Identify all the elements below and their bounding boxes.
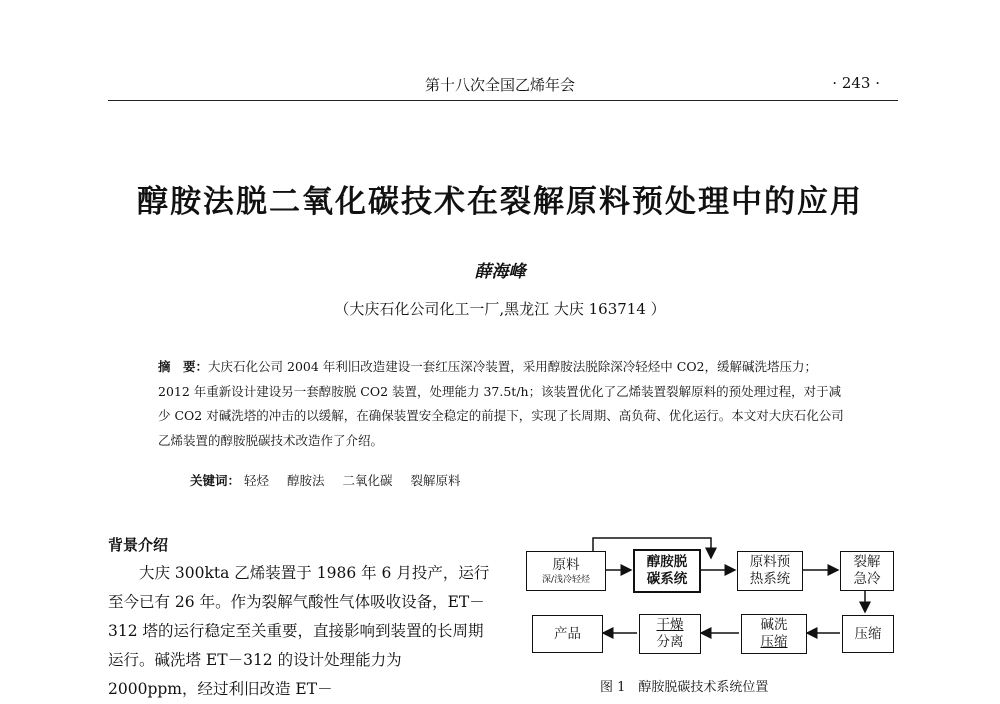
box-amine-decarbonization — [633, 549, 701, 593]
box-caustic-label-2: 压缩 — [760, 634, 788, 650]
author-affiliation: （大庆石化公司化工一厂,黑龙江 大庆 163714 ） — [334, 300, 666, 318]
box-dry-label-2: 分离 — [656, 634, 684, 650]
box-product-label: 产品 — [554, 625, 581, 642]
box-dry-label-1: 干燥 — [656, 617, 684, 633]
figure-caption: 图 1 醇胺脱碳技术系统位置 — [600, 680, 769, 695]
abstract-label: 摘 要： — [158, 359, 209, 374]
box-product — [532, 615, 603, 653]
abstract-text: 大庆石化公司 2004 年利旧改造建设一套红压深冷装置，采用醇胺法脱除深冷轻烃中 CO2，缓解碱洗塔压力；2012 年重新设计建设另一套醇胺脱 CO2 装置，处理能力 37.5t/h；该装置优化了乙烯装置裂解原料的预处理过程，对于减少 CO2 对碱洗塔的冲击的以缓解，在确保装置安全稳定的前提下，实现了长周期、高负荷、优化运行。本文对大庆石化公司乙烯装置的醇胺脱碳技术改造作了介绍。 — [158, 359, 844, 448]
box-quench-label-2: 急冷 — [853, 571, 881, 587]
box-feed-sublabel: 深/浅冷轻烃 — [541, 574, 591, 585]
box-feed-preheat — [737, 551, 803, 591]
keyword: 醇胺法 — [287, 473, 325, 488]
box-amine-label-1: 醇胺脱 — [646, 554, 688, 570]
page-number: · 243 · — [832, 74, 880, 92]
box-caustic-label-1: 碱洗 — [760, 617, 788, 633]
author-name: 薛海峰 — [474, 262, 526, 282]
box-amine-label-2: 碳系统 — [646, 571, 688, 587]
keyword: 二氧化碳 — [342, 473, 393, 488]
box-feed — [526, 551, 606, 591]
box-cracking-quench — [840, 551, 894, 591]
body-column — [108, 559, 492, 704]
running-header-title: 第十八次全国乙烯年会 — [424, 76, 575, 94]
box-drying-separation — [639, 614, 701, 654]
paper-title: 醇胺法脱二氧化碳技术在裂解原料预处理中的应用 — [137, 184, 863, 220]
keywords-label: 关键词： — [190, 473, 241, 488]
process-flow-diagram — [523, 530, 903, 670]
box-preheat-label-1: 原料预 — [749, 554, 791, 570]
body-paragraph: 大庆 300kta 乙烯装置于 1986 年 6 月投产，运行至今已有 26 年。作为裂解气酸性气体吸收设备，ET－312 塔的运行稳定至关重要，直接影响到装置的长周期运行。碱洗塔 ET－312 的设计处理能力为 2000ppm，经过利旧改造 ET－ — [108, 564, 490, 698]
box-quench-label-1: 裂解 — [853, 554, 881, 570]
header-rule — [108, 100, 898, 101]
keyword: 轻烃 — [244, 473, 270, 488]
abstract — [158, 355, 844, 453]
keywords — [190, 471, 475, 489]
box-feed-label: 原料 — [552, 556, 580, 573]
keyword: 裂解原料 — [410, 473, 461, 488]
box-compression — [842, 615, 894, 653]
section-heading: 背景介绍 — [108, 536, 169, 554]
box-compress-label: 压缩 — [854, 625, 882, 642]
box-preheat-label-2: 热系统 — [749, 571, 791, 587]
box-caustic-wash — [741, 614, 807, 654]
